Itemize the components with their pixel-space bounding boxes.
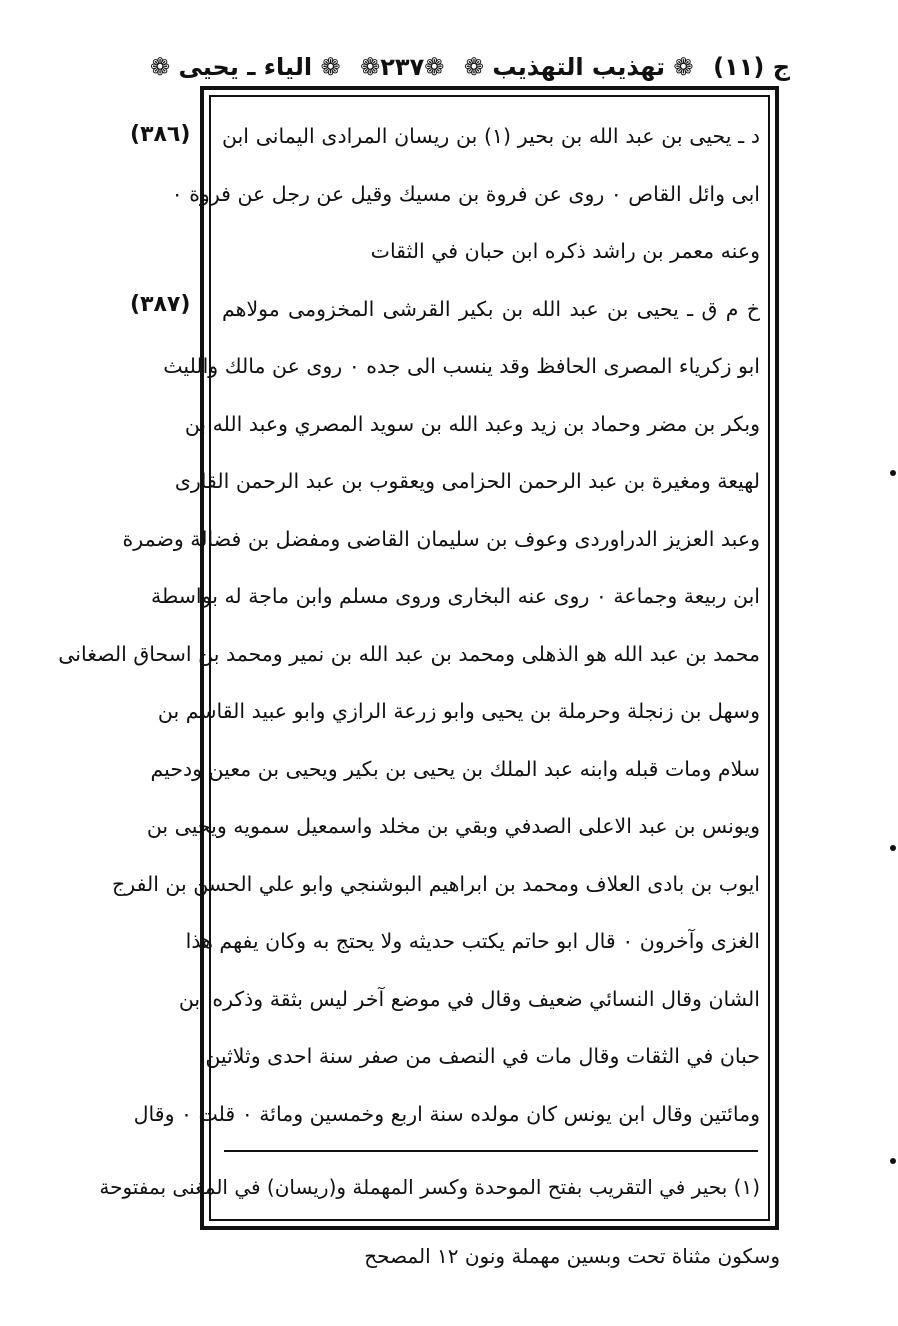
text-line: الشان وقال النسائي ضعيف وقال في موضع آخر ليس بثقة وذكره ابن bbox=[178, 986, 760, 1011]
footnote-continuation: وسكون مثناة تحت وبسين مهملة ونون ١٢ المصحح bbox=[364, 1244, 780, 1268]
text-line: لهيعة ومغيرة بن عبد الرحمن الحزامى ويعقوب بن عبد الرحمن القارى bbox=[174, 469, 760, 493]
scan-speck bbox=[890, 845, 896, 851]
section-title: ❁ الياء ـ يحيى ❁ bbox=[150, 53, 341, 81]
text-line: وسهل بن زنجلة وحرملة بن يحيى وابو زرعة الرازي وابو عبيد القاسم بن bbox=[157, 699, 760, 723]
running-header bbox=[150, 42, 790, 92]
text-line: ايوب بن بادى العلاف ومحمد بن ابراهيم البوشنجي وابو علي الحسن بن الفرج bbox=[112, 871, 760, 896]
text-line: وعبد العزيز الدراوردى وعوف بن سليمان القاضى ومفضل بن فضالة وضمرة bbox=[122, 526, 760, 551]
book-title: ❁ تهذيب التهذيب ❁ bbox=[463, 53, 694, 81]
text-line: ومائتين وقال ابن يونس كان مولده سنة اربع وخمسين ومائة ٠ قلت ٠ وقال bbox=[133, 1101, 760, 1126]
text-line: الغزى وآخرون ٠ قال ابو حاتم يكتب حديثه ولا يحتج به وكان يفهم هذا bbox=[185, 929, 760, 953]
page-number: ❁٢٣٧❁ bbox=[360, 53, 445, 81]
text-line: ابى وائل القاص ٠ روى عن فروة بن مسيك وقيل عن رجل عن فروة ٠ bbox=[171, 181, 760, 206]
text-line: ابو زكرياء المصرى الحافظ وقد ينسب الى جده ٠ روى عن مالك والليث bbox=[163, 354, 760, 378]
text-line: محمد بن عبد الله هو الذهلى ومحمد بن عبد الله بن نمير ومحمد بن اسحاق الصغانى bbox=[58, 641, 760, 666]
text-line: ويونس بن عبد الاعلى الصدفي وبقي بن مخلد واسمعيل سمويه ويحيى بن bbox=[146, 814, 760, 838]
text-line: وبكر بن مضر وحماد بن زيد وعبد الله بن سويد المصري وعبد الله بن bbox=[184, 411, 760, 436]
entry-number-386: (٣٨٦) bbox=[130, 122, 191, 147]
text-line: خ م ق ـ يحيى بن عبد الله بن بكير القرشى المخزومى مولاهم bbox=[222, 296, 760, 321]
volume-number: ج (١١) bbox=[713, 53, 790, 81]
book-title-text: تهذيب التهذيب bbox=[492, 53, 666, 81]
text-line: حبان في الثقات وقال مات في النصف من صفر سنة احدى وثلاثين bbox=[205, 1044, 760, 1068]
text-line: سلام ومات قبله وابنه عبد الملك بن يحيى بن بكير ويحيى بن معين ودحيم bbox=[150, 756, 760, 781]
footnote-separator bbox=[224, 1150, 758, 1152]
text-line: ابن ربيعة وجماعة ٠ روى عنه البخارى وروى مسلم وابن ماجة له بواسطة bbox=[150, 584, 760, 608]
page-number-text: ٢٣٧ bbox=[380, 53, 425, 81]
entry-number-387: (٣٨٧) bbox=[130, 292, 191, 317]
scan-speck bbox=[890, 470, 896, 476]
text-line: د ـ يحيى بن عبد الله بن بحير (١) بن ريسان المرادى اليمانى ابن bbox=[222, 124, 760, 148]
footnote-line: (١) بحير في التقريب بفتح الموحدة وكسر المهملة و(ريسان) في المغنى بمفتوحة bbox=[99, 1175, 760, 1199]
scan-speck bbox=[890, 1158, 896, 1164]
text-line: وعنه معمر بن راشد ذكره ابن حبان في الثقات bbox=[370, 239, 760, 263]
section-title-text: الياء ـ يحيى bbox=[178, 53, 313, 81]
